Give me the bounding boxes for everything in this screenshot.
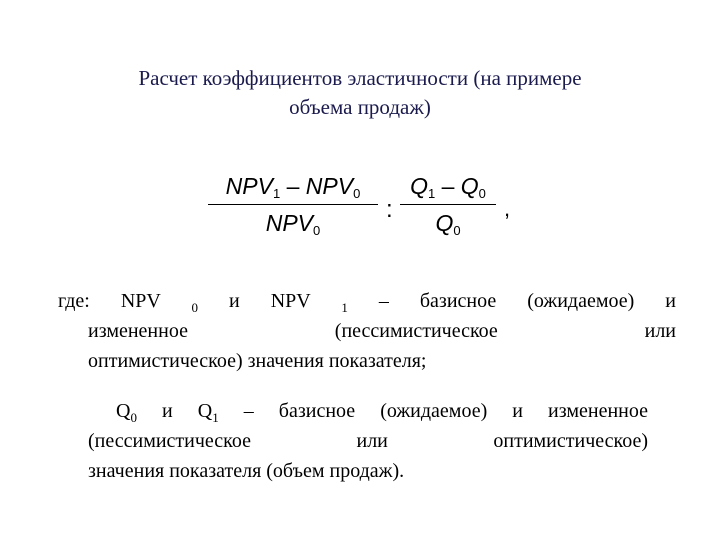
q-definition-line-3: значения показателя (объем продаж). bbox=[88, 460, 405, 482]
q-definition-line-1: $Q_0$ и $Q_1$ – базисное (ожидаемое) и измененное bbox=[116, 400, 648, 425]
title-line-2: объема продаж) bbox=[289, 95, 431, 119]
q-denominator: $Q_0$ bbox=[435, 210, 461, 238]
npv-numerator: $NPV_1 - NPV_0$ bbox=[225, 173, 361, 201]
npv-denominator: $NPV_0$ bbox=[265, 210, 321, 238]
division-colon: : bbox=[386, 196, 393, 223]
slide-title bbox=[40, 64, 680, 122]
npv-definition-line-1: где: NPV $_0$ и NPV $_1$ – базисное (ожидаемое) и bbox=[58, 290, 676, 315]
elasticity-formula bbox=[200, 168, 520, 252]
npv-definition bbox=[58, 286, 676, 376]
npv-definition-line-2: измененное (пессимистическое или bbox=[88, 320, 676, 342]
q-fraction-bar bbox=[400, 204, 496, 205]
q-definition-line-2: (пессимистическое или оптимистическое) bbox=[88, 430, 648, 452]
formula-comma: , bbox=[504, 196, 511, 221]
npv-definition-line-3: оптимистическое) значения показателя; bbox=[88, 350, 427, 372]
q-fraction bbox=[400, 172, 496, 237]
npv-fraction-bar bbox=[208, 204, 378, 205]
npv-fraction bbox=[208, 172, 378, 237]
title-line-1: Расчет коэффициентов эластичности (на примере bbox=[138, 66, 582, 90]
q-numerator: $Q_1 - Q_0$ bbox=[410, 173, 486, 201]
q-definition bbox=[88, 396, 648, 486]
